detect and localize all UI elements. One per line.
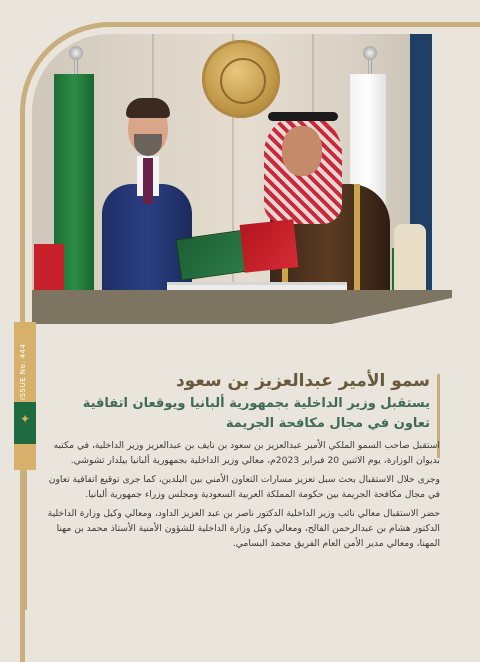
paragraph: حضر الاستقبال معالي نائب وزير الداخلية الدكتور ناصر بن عبد العزيز الداود، ومعالي وكيل وزارة الداخلية الدكتور هشام بن عبدالرحمن الفالح، ومعالي وكيل وزارة الداخلية للشؤون الأمنية الأستاذ محمد بن مهنا المهنا، ومعالي مدير الأمن العام الفريق محمد البسامي. — [47, 508, 440, 549]
article-body — [40, 438, 440, 555]
issue-number: ISSUE No. 444 — [19, 343, 27, 400]
paragraph: استقبل صاحب السمو الملكي الأمير عبدالعزيز بن سعود بن نايف بن عبدالعزيز وزير الداخلية، في مكتبه بديوان الوزارة، يوم الاثنين 20 فبراير 2023م، معالي وزير الداخلية بجمهورية ألبانيا بيلدار تشوشي. — [53, 440, 440, 466]
signing-ceremony-photo — [32, 34, 432, 324]
decorative-band — [32, 290, 452, 324]
red-agreement-folder — [240, 219, 299, 272]
subtitle-line-2: تعاون في مجال مكافحة الجريمة — [225, 416, 430, 431]
subtitle-line-1: يستقبل وزير الداخلية بجمهورية ألبانيا ويوقعان اتفاقية — [82, 396, 430, 411]
paragraph: وجرى خلال الاستقبال بحث سبل تعزيز مسارات التعاون الأمني بين البلدين، كما جرى توقيع اتفاقية تعاون في مجال مكافحة الجريمة بين حكومة المملكة العربية السعودية ومجلس وزراء جمهورية ألبانيا. — [48, 474, 440, 500]
page-number: 7 — [22, 516, 28, 524]
saudi-emblem — [202, 40, 280, 118]
article-subtitle — [50, 394, 430, 434]
article-title: سمو الأمير عبدالعزيز بن سعود — [175, 371, 430, 391]
side-gold-line — [24, 470, 27, 610]
palm-swords-icon: ✦ — [19, 412, 31, 426]
